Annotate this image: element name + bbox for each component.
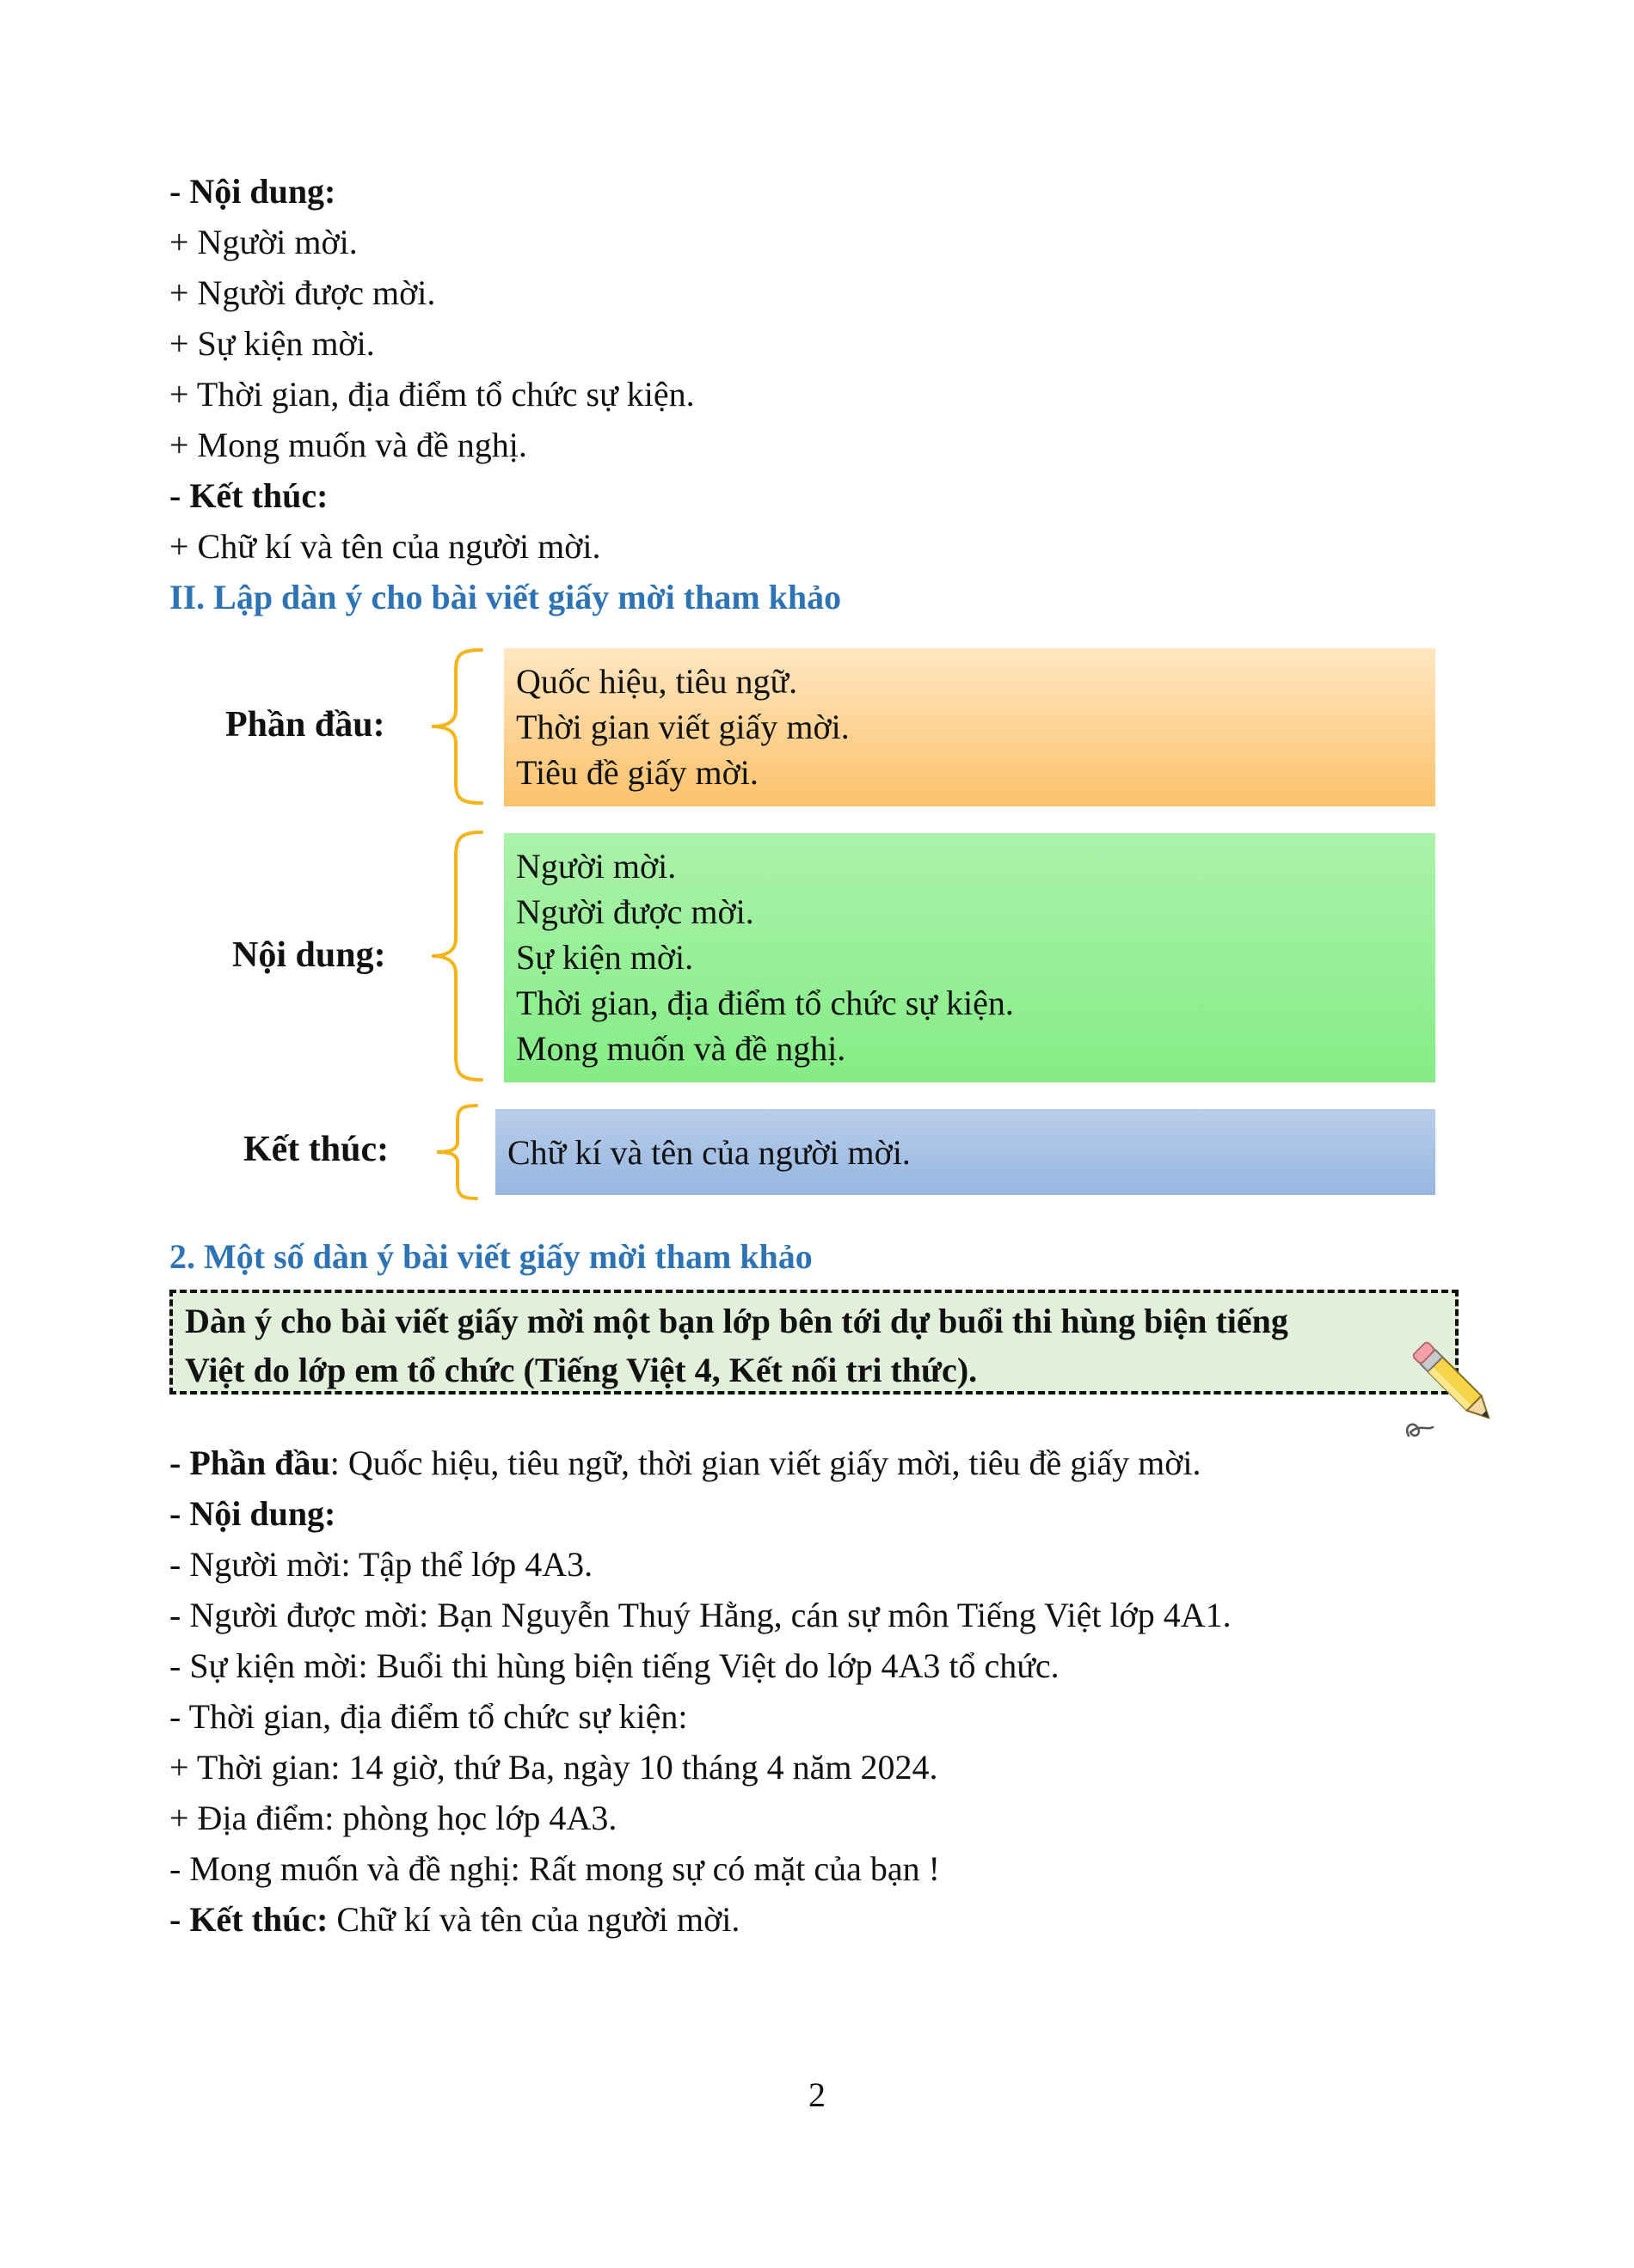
section-2-title: 2. Một số dàn ý bài viết giấy mời tham khảo <box>169 1237 813 1276</box>
page-number: 2 <box>808 2075 826 2114</box>
callout-line: Dàn ý cho bài viết giấy mời một bạn lớp bên tới dự buổi thi hùng biện tiếng <box>185 1302 1288 1340</box>
outline-line: - Người mời: Tập thể lớp 4A3. <box>169 1545 593 1584</box>
box-item: Mong muốn và đề nghị. <box>516 1029 846 1068</box>
outline-line: - Mong muốn và đề nghị: Rất mong sự có mặt của bạn ! <box>169 1849 940 1888</box>
outline-line: + Thời gian: 14 giờ, thứ Ba, ngày 10 tháng 4 năm 2024. <box>169 1748 938 1787</box>
outline-box-noi-dung <box>504 833 1435 1082</box>
box-item: Quốc hiệu, tiêu ngữ. <box>516 662 798 701</box>
ket-thuc-text: Chữ kí và tên của người mời. <box>328 1900 740 1939</box>
curly-brace-icon <box>425 829 485 1083</box>
outline-noi-dung-label: - Nội dung: <box>169 1494 336 1533</box>
outline-line: - Sự kiện mời: Buổi thi hùng biện tiếng Việt do lớp 4A3 tổ chức. <box>169 1646 1060 1685</box>
list-item: + Mong muốn và đề nghị. <box>169 426 527 464</box>
list-item: + Sự kiện mời. <box>169 324 375 363</box>
outline-label-ket-thuc: Kết thúc: <box>243 1130 390 1169</box>
box-item: Thời gian, địa điểm tổ chức sự kiện. <box>516 984 1014 1022</box>
outline-line: - Người được mời: Bạn Nguyễn Thuý Hằng, cán sự môn Tiếng Việt lớp 4A1. <box>169 1596 1232 1634</box>
noi-dung-heading: - Nội dung: <box>169 172 336 211</box>
phan-dau-text: : Quốc hiệu, tiêu ngữ, thời gian viết giấy mời, tiêu đề giấy mời. <box>329 1444 1201 1482</box>
box-item: Tiêu đề giấy mời. <box>516 753 759 792</box>
pencil-icon <box>1402 1341 1505 1444</box>
outline-line: + Địa điểm: phòng học lớp 4A3. <box>169 1799 617 1837</box>
outline-box-ket-thuc <box>495 1109 1435 1195</box>
curly-brace-icon <box>425 647 485 806</box>
list-item: + Chữ kí và tên của người mời. <box>169 527 601 566</box>
box-item: Người mời. <box>516 847 677 886</box>
box-item: Chữ kí và tên của người mời. <box>507 1132 911 1172</box>
outline-ket-thuc-line <box>169 1898 740 1941</box>
list-item: + Người mời. <box>169 223 358 261</box>
outline-label-noi-dung: Nội dung: <box>232 935 386 975</box>
outline-box-phan-dau <box>504 648 1435 806</box>
callout-box <box>169 1290 1459 1395</box>
box-item: Người được mời. <box>516 892 754 931</box>
curly-brace-icon <box>430 1102 482 1202</box>
ket-thuc-heading: - Kết thúc: <box>169 476 329 515</box>
section-ii-title: II. Lập dàn ý cho bài viết giấy mời tham khảo <box>169 578 842 616</box>
outline-label-phan-dau: Phần đầu: <box>225 705 385 745</box>
box-item: Sự kiện mời. <box>516 938 694 977</box>
callout-line: Việt do lớp em tổ chức (Tiếng Việt 4, Kết nối tri thức). <box>185 1351 978 1389</box>
outline-line: - Thời gian, địa điểm tổ chức sự kiện: <box>169 1697 688 1736</box>
list-item: + Người được mời. <box>169 273 436 312</box>
list-item: + Thời gian, địa điểm tổ chức sự kiện. <box>169 375 695 414</box>
phan-dau-label: - Phần đầu <box>169 1444 330 1482</box>
ket-thuc-label: - Kết thúc: <box>169 1900 329 1939</box>
box-item: Thời gian viết giấy mời. <box>516 708 850 746</box>
outline-phan-dau-line <box>169 1442 1201 1485</box>
